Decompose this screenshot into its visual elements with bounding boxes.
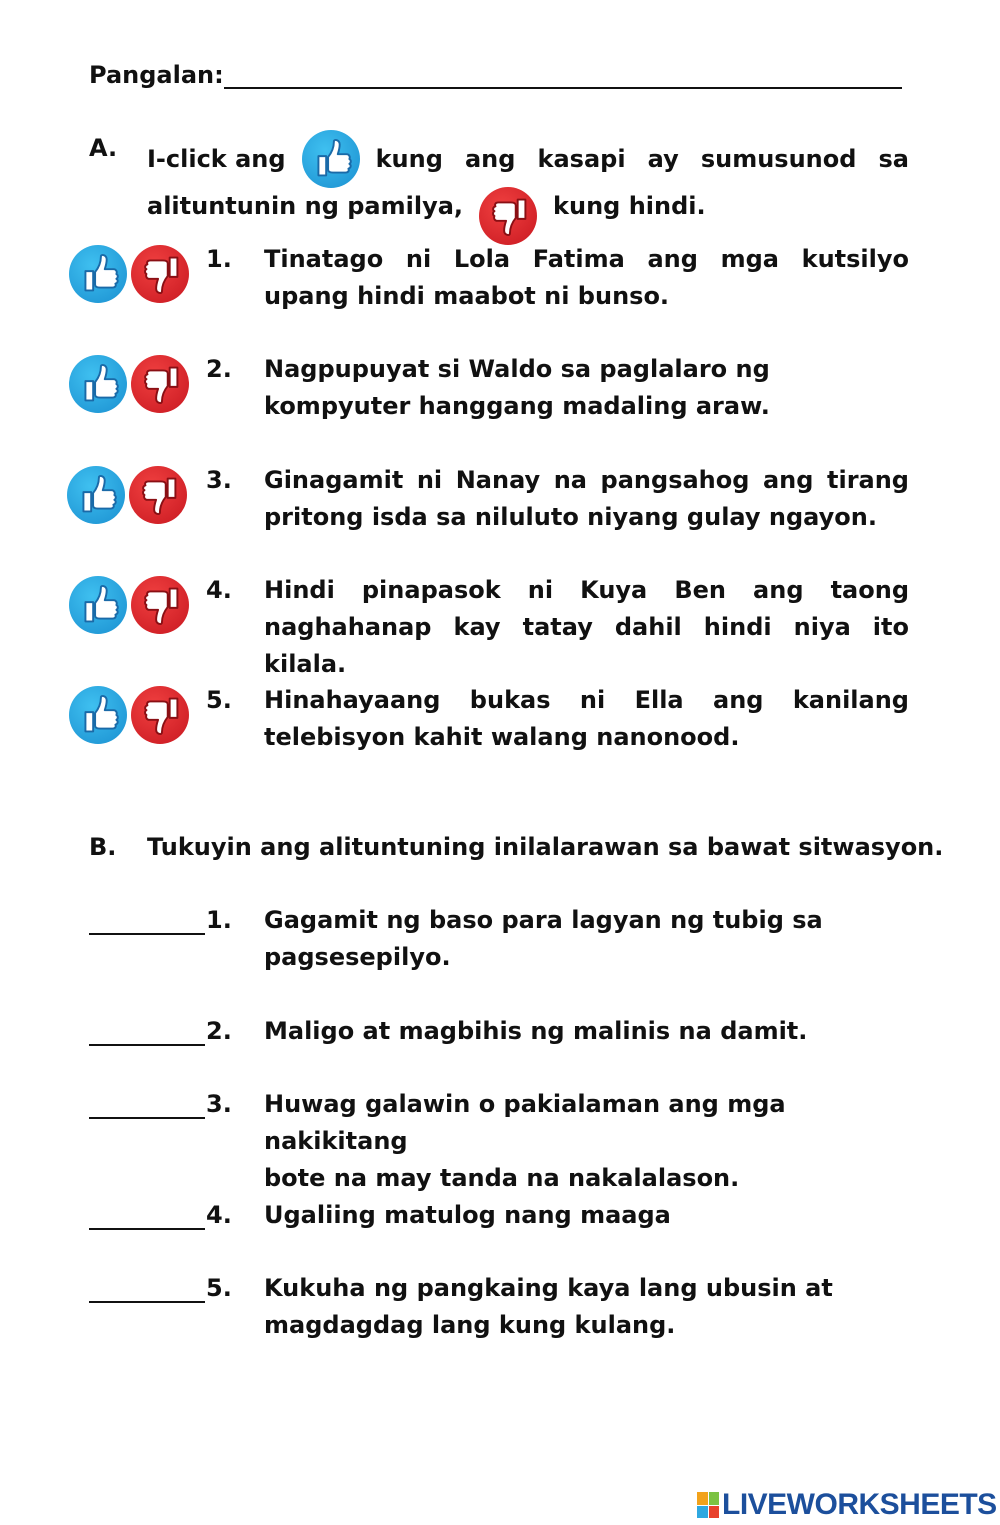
section-b-instruction: Tukuyin ang alituntuning inilalarawan sa bawat sitwasyon. [147,833,944,861]
instruction-part1: I-click ang [147,144,286,173]
item-number: 3. [206,1090,232,1118]
item-text-line2: pagsesepilyo. [264,943,451,971]
thumbs-up-icon[interactable] [67,466,125,524]
item-text [264,1013,909,1050]
liveworksheets-brand-text: LIVEWORKSHEETS [722,1488,997,1521]
item-number: 3. [206,466,232,494]
item-text [264,1270,909,1344]
answer-blank-input[interactable] [89,1228,205,1230]
answer-blank-input[interactable] [89,1301,205,1303]
thumbs-up-icon[interactable] [69,576,127,634]
thumbs-up-icon[interactable] [69,355,127,413]
item-text [264,1086,909,1197]
liveworksheets-logo [697,1488,997,1522]
liveworksheets-logo-icon [697,1492,719,1518]
section-a-instruction-line2 [147,167,706,245]
item-number: 4. [206,576,232,604]
instruction-part3: alituntunin ng pamilya, [147,191,464,220]
section-a-item-2 [0,351,1000,431]
item-text [264,902,909,976]
answer-blank-input[interactable] [89,1117,205,1119]
answer-blank-input[interactable] [89,1044,205,1046]
name-input-line[interactable] [224,87,902,89]
item-text-line1: Gagamit ng baso para lagyan ng tubig sa [264,906,823,934]
item-text: Hinahayaang bukas ni Ella ang kanilang telebisyon kahit walang nanonood. [264,686,909,751]
item-text-line1: Ugaliing matulog nang maaga [264,1201,671,1229]
answer-blank-input[interactable] [89,933,205,935]
instruction-word-sumusunod: sumusunod [700,144,857,173]
thumbs-down-icon [479,187,537,245]
section-b-letter: B. [89,833,117,861]
item-number: 2. [206,355,232,383]
item-text-line2: bote na may tanda na nakalalason. [264,1164,740,1192]
item-text: Nagpupuyat si Waldo sa paglalaro ng kompyuter hanggang madaling araw. [264,355,770,420]
instruction-part4: kung hindi. [553,191,706,220]
item-number: 5. [206,1274,232,1302]
section-a-item-4 [0,572,1000,678]
thumbs-down-icon[interactable] [131,576,189,634]
item-text: Ginagamit ni Nanay na pangsahog ang tirang pritong isda sa niluluto niyang gulay ngayon. [264,466,909,531]
item-number: 4. [206,1201,232,1229]
instruction-word-kasapi: kasapi [537,144,626,173]
item-text-line2: magdagdag lang kung kulang. [264,1311,676,1339]
instruction-word-ang: ang [464,144,516,173]
item-number: 2. [206,1017,232,1045]
item-text-line1: Maligo at magbihis ng malinis na damit. [264,1017,808,1045]
thumbs-down-icon[interactable] [131,245,189,303]
instruction-word-sa: sa [878,144,909,173]
thumbs-up-icon[interactable] [69,245,127,303]
item-number: 1. [206,245,232,273]
item-text: Hindi pinapasok ni Kuya Ben ang taong naghahanap kay tatay dahil hindi niya ito kilala. [264,576,909,678]
section-a-item-5 [0,682,1000,762]
item-text: Tinatago ni Lola Fatima ang mga kutsilyo upang hindi maabot ni bunso. [264,245,909,310]
section-a-letter: A. [89,134,118,162]
name-label: Pangalan: [89,61,224,89]
item-text-line1: Huwag galawin o pakialaman ang mga nakikitang [264,1090,786,1155]
thumbs-down-icon[interactable] [131,355,189,413]
instruction-word-ay: ay [647,144,679,173]
section-a-item-3 [0,462,1000,542]
instruction-part2-word-kung: kung [375,144,443,173]
item-text [264,1197,909,1234]
item-number: 1. [206,906,232,934]
item-text-line1: Kukuha ng pangkaing kaya lang ubusin at [264,1274,833,1302]
thumbs-down-icon[interactable] [131,686,189,744]
section-a-item-1 [0,241,1000,321]
thumbs-down-icon[interactable] [129,466,187,524]
item-number: 5. [206,686,232,714]
thumbs-up-icon[interactable] [69,686,127,744]
